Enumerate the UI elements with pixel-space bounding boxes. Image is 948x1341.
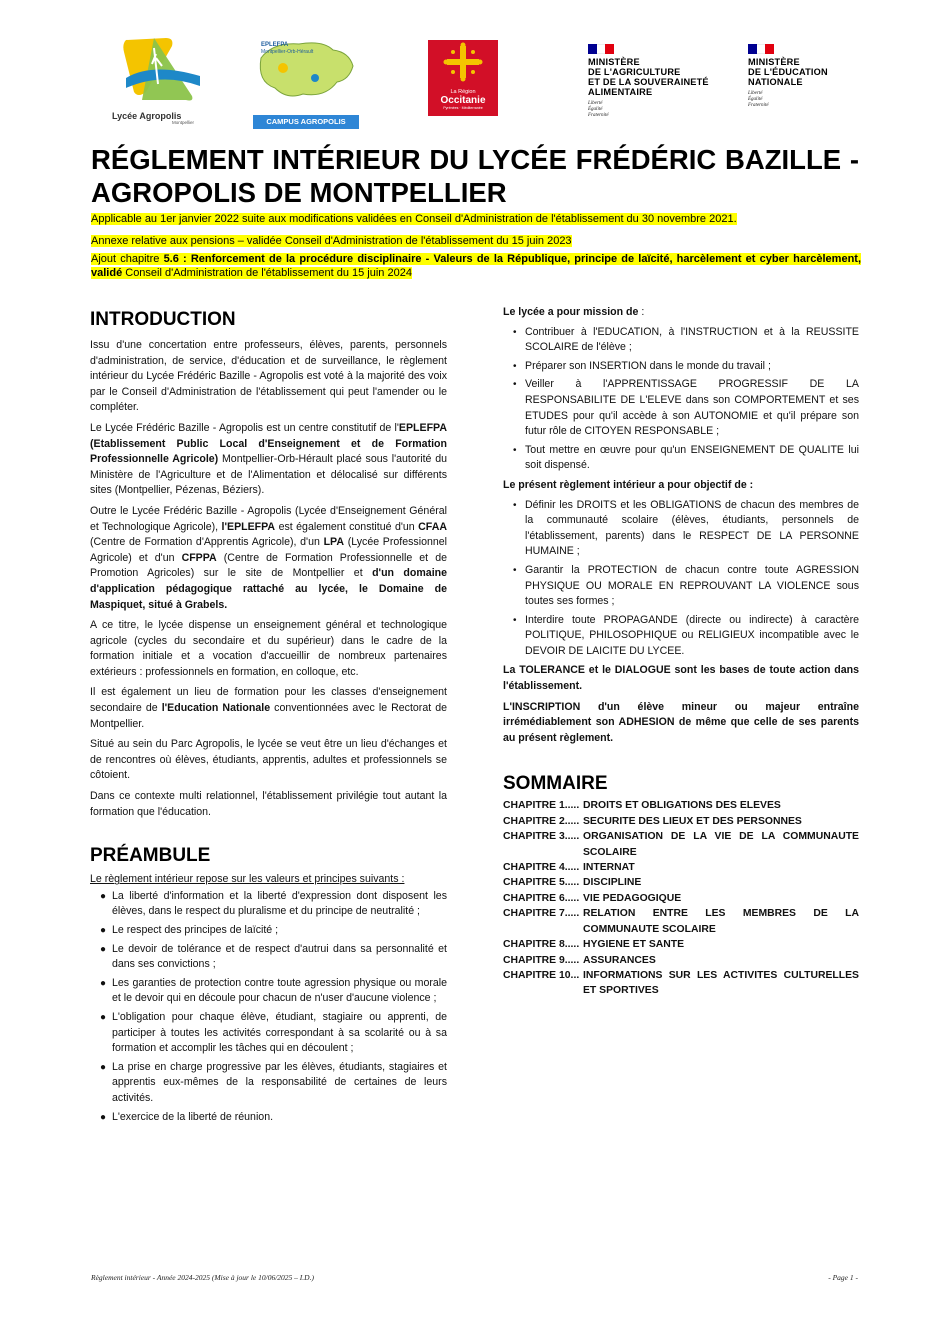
table-of-contents xyxy=(503,798,859,998)
bullet-icon: ● xyxy=(100,943,107,955)
list-item-text: Garantir la PROTECTION de chacun contre toute AGRESSION PHYSIQUE OU MORALE EN REPROUVANT LA VIOLENCE sous toutes ses formes ; xyxy=(525,563,859,608)
bullet-icon: ● xyxy=(100,977,107,989)
toc-row[interactable] xyxy=(503,798,859,813)
intro-paragraph-6: Situé au sein du Parc Agropolis, le lycée se veut être un lieu d'échanges et de rencontres où élèves, étudiants, apprentis, adultes et professionnels se côtoient. xyxy=(90,738,447,782)
toc-row[interactable] xyxy=(503,968,859,999)
toc-chapter-number: CHAPITRE 5..... xyxy=(503,877,580,889)
note-chapter-prefix: Ajout chapitre xyxy=(91,253,164,265)
list-item-text: Le respect des principes de laïcité ; xyxy=(112,924,279,936)
mission-lead xyxy=(503,305,859,321)
toc-chapter-number: CHAPITRE 7..... xyxy=(503,908,580,920)
eplefpa-logo-subtext: Montpellier-Orb-Hérault xyxy=(261,49,314,55)
occitan-cross-icon xyxy=(428,40,498,82)
list-item xyxy=(90,942,447,973)
agropolis-logo-text: Lycée Agropolis xyxy=(112,111,182,121)
mission-lead-suffix: : xyxy=(638,306,645,318)
ministry-agriculture-name xyxy=(588,57,753,97)
bullet-icon: ● xyxy=(100,890,107,902)
intro-p3-j: d'un domaine d'application pédagogique rattaché au lycée, le Domaine de Maspiquet, situé à Grabels. xyxy=(90,567,447,611)
toc-row[interactable] xyxy=(503,814,859,829)
eplefpa-logo-text: EPLEFPA xyxy=(261,42,289,48)
list-item xyxy=(90,1110,447,1126)
flag-red xyxy=(765,44,774,54)
objective-lead xyxy=(503,478,859,494)
intro-p3-e: (Centre de Formation d'Apprentis Agricole), d'un xyxy=(90,536,324,549)
preambule-lead: Le règlement intérieur repose sur les valeurs et principes suivants : xyxy=(90,873,405,886)
republic-motto xyxy=(748,91,868,109)
list-item-text: Interdire toute PROPAGANDE (directe ou indirecte) à caractère POLITIQUE, PHILOSOPHIQUE ou RELIGIEUX incompatible avec le DEVOIR DE LAICITE DU LYCEE. xyxy=(525,613,859,657)
bullet-icon: ● xyxy=(100,925,107,936)
list-item xyxy=(90,889,447,920)
toc-chapter-title: DISCIPLINE xyxy=(583,877,642,889)
list-item-text: L'obligation pour chaque élève, étudiant, stagiaire ou apprenti, de participer à toutes les activités correspondant à sa scolarité ou à sa formation et accomplir les tâches qui en découlent ; xyxy=(112,1010,447,1055)
bullet-icon: • xyxy=(513,444,517,456)
ministry-edu-line-3: NATIONALE xyxy=(748,77,803,87)
toc-chapter-number: CHAPITRE 3..... xyxy=(503,831,580,843)
list-item-text: Tout mettre en œuvre pour qu'un ENSEIGNEMENT DE QUALITE lui soit dispensé. xyxy=(525,443,859,472)
objective-lead-text: Le présent règlement intérieur a pour objectif de : xyxy=(503,478,754,491)
intro-paragraph-2 xyxy=(90,421,447,499)
motto-line-3: Fraternité xyxy=(748,103,769,108)
ministry-education-name xyxy=(748,57,868,87)
preambule-heading: PRÉAMBULE xyxy=(90,845,211,867)
note-applicable-text: Applicable au 1er janvier 2022 suite aux modifications validées en Conseil d'Administration de l'établissement du 30 novembre 2021. xyxy=(91,213,737,225)
list-item-text: Définir les DROITS et les OBLIGATIONS de chacun des membres de la communauté scolaire (élèves, étudiants, personnels de l'établissement, parents) dans le RESPECT DE LA PERSONNE HUMAINE ; xyxy=(525,498,859,558)
intro-p2-a: Le Lycée Frédéric Bazille - Agropolis est un centre constitutif de l' xyxy=(90,421,399,434)
left-column xyxy=(90,308,447,1129)
intro-p3-h: CFPPA xyxy=(181,551,217,564)
region-logo-sub: Pyrénées · Méditerranée xyxy=(443,106,483,110)
note-chapter-add xyxy=(91,252,861,280)
intro-paragraph-7: Dans ce contexte multi relationnel, l'établissement privilégie tout autant la formation que l'éducation. xyxy=(90,790,447,818)
bullet-icon: • xyxy=(513,379,517,391)
toc-chapter-title: HYGIENE ET SANTE xyxy=(583,939,685,951)
intro-p5-c: conventionnées avec le Rectorat de Montpellier. xyxy=(90,702,447,730)
motto-line-3: Fraternité xyxy=(588,113,609,118)
list-item-text: Le devoir de tolérance et de respect d'autrui dans sa personnalité et dans ses convictions ; xyxy=(112,942,447,971)
region-logo-top: La Région xyxy=(450,89,476,95)
list-item xyxy=(503,613,859,660)
list-item-text: La prise en charge progressive par les élèves, étudiants, stagiaires et apprentis eux-mêmes de la responsabilité de certaines de leurs activités. xyxy=(112,1060,447,1104)
list-item-text: Contribuer à l'EDUCATION, à l'INSTRUCTION et à la REUSSITE SCOLAIRE de l'élève ; xyxy=(525,325,859,354)
list-item xyxy=(90,923,447,939)
note-chapter-suffix: Conseil d'Administration de l'établissement du 15 juin 2024 xyxy=(122,267,412,279)
note-annexe xyxy=(91,234,572,248)
toc-chapter-number: CHAPITRE 4..... xyxy=(503,862,580,874)
intro-p5-a: Il est également un lieu de formation pour les classes d'enseignement secondaire de xyxy=(90,686,447,715)
tolerance-text: La TOLERANCE et le DIALOGUE sont les bases de toute action dans l'établissement. xyxy=(503,664,859,693)
list-item xyxy=(503,325,859,356)
bullet-icon: ● xyxy=(100,1011,107,1023)
toc-row[interactable] xyxy=(503,906,859,937)
ministry-agriculture-logo xyxy=(588,44,753,124)
list-item xyxy=(503,443,859,474)
agropolis-mark-icon xyxy=(112,34,207,104)
flag-white xyxy=(757,44,766,54)
tolerance-statement xyxy=(503,663,859,694)
agropolis-logo-subtext: Montpellier xyxy=(172,120,195,125)
bullet-icon: • xyxy=(513,499,517,511)
intro-paragraph-4: A ce titre, le lycée dispense un enseignement général et technologique agricole (cycles du secondaire et du supérieur) dans le cadre de la formation initiale et a vocation d'accueillir de nombreux partenaires extérieurs : professionnels en formation, en colloque, etc. xyxy=(90,619,447,678)
toc-row[interactable] xyxy=(503,891,859,906)
toc-chapter-title: RELATION ENTRE LES MEMBRES DE LA COMMUNAUTE SCOLAIRE xyxy=(583,908,859,935)
toc-chapter-title: INTERNAT xyxy=(583,862,635,874)
intro-p5-b: l'Education Nationale xyxy=(161,702,271,715)
toc-chapter-number: CHAPITRE 9..... xyxy=(503,954,580,966)
intro-p3-b: l'EPLEFPA xyxy=(221,520,276,533)
ministry-agri-line-2: DE L'AGRICULTURE xyxy=(588,67,681,77)
republic-motto xyxy=(588,101,753,119)
region-occitanie-logo xyxy=(428,40,498,116)
toc-chapter-number: CHAPITRE 1..... xyxy=(503,800,580,812)
bullet-icon: • xyxy=(513,614,517,626)
bullet-icon: • xyxy=(513,564,517,576)
motto-line-2: Égalité xyxy=(588,107,603,112)
french-flag-icon xyxy=(748,44,774,54)
list-item-text: Préparer son INSERTION dans le monde du travail ; xyxy=(525,359,771,372)
toc-chapter-title: INFORMATIONS SUR LES ACTIVITES CULTURELLES ET SPORTIVES xyxy=(583,969,859,997)
introduction-heading: INTRODUCTION xyxy=(90,309,236,330)
list-item xyxy=(503,359,859,375)
inscription-text: L'INSCRIPTION d'un élève mineur ou majeur entraîne irrémédiablement son ADHESION de même que celle de ses parents au présent règlement. xyxy=(503,700,859,744)
objective-list xyxy=(503,498,859,660)
note-chapter-bold: 5.6 : Renforcement de la procédure disciplinaire - Valeurs de la République, principe de laïcité, harcèlement et cyber harcèlement, validé xyxy=(91,253,862,279)
toc-chapter-title: SECURITE DES LIEUX ET DES PERSONNES xyxy=(583,815,802,827)
bullet-icon: ● xyxy=(100,1061,107,1073)
toc-chapter-number: CHAPITRE 8..... xyxy=(503,939,580,951)
toc-row[interactable] xyxy=(503,875,859,890)
flag-red xyxy=(605,44,614,54)
intro-p2-c: Montpellier-Orb-Hérault placé sous l'autorité du Ministère de l'Agriculture et de l'Alimentation et délocalisé sur différents sites (Montpellier, Pézenas, Béziers). xyxy=(90,453,447,497)
toc-chapter-title: ORGANISATION DE LA VIE DE LA COMMUNAUTE SCOLAIRE xyxy=(583,831,859,858)
list-item xyxy=(503,498,859,560)
intro-p3-a: Outre le Lycée Frédéric Bazille - Agropolis (Lycée d'Enseignement Général et Technologique Agricole), xyxy=(90,504,447,533)
right-column xyxy=(503,305,859,999)
campus-banner: CAMPUS AGROPOLIS xyxy=(253,115,359,129)
flag-blue xyxy=(588,44,597,54)
french-flag-icon xyxy=(588,44,614,54)
list-item xyxy=(90,976,447,1007)
ministry-agri-line-4: ALIMENTAIRE xyxy=(588,87,653,97)
inscription-statement xyxy=(503,700,859,747)
ministry-education-logo xyxy=(748,44,868,124)
footer-document-info: Règlement intérieur - Année 2024-2025 (Mise à jour le 10/06/2025 – I.D.) xyxy=(91,1273,314,1282)
intro-p3-i: (Centre de Formation Professionnelle et de Promotion Agricoles) sur le site de Montpellier et xyxy=(90,551,447,580)
flag-blue xyxy=(748,44,757,54)
toc-chapter-number: CHAPITRE 2..... xyxy=(503,815,580,827)
mission-lead-text: Le lycée a pour mission de xyxy=(503,306,639,318)
toc-chapter-number: CHAPITRE 6..... xyxy=(503,892,580,904)
mission-list xyxy=(503,325,859,474)
toc-row[interactable] xyxy=(503,937,859,952)
ministry-agri-line-1: MINISTÈRE xyxy=(588,57,640,67)
intro-p3-g: (Lycée Professionnel Agricole) et d'un xyxy=(90,536,447,564)
intro-p3-d: CFAA xyxy=(418,520,447,533)
toc-chapter-title: VIE PEDAGOGIQUE xyxy=(583,892,682,904)
campus-agropolis-logo xyxy=(253,38,361,128)
bullet-icon: ● xyxy=(100,1111,107,1123)
note-applicable xyxy=(91,212,737,226)
preambule-list xyxy=(90,889,447,1125)
intro-p3-c: est également constitué d'un xyxy=(275,520,419,533)
document-title: RÉGLEMENT INTÉRIEUR DU LYCÉE FRÉDÉRIC BAZILLE - AGROPOLIS DE MONTPELLIER xyxy=(91,144,859,208)
sommaire-heading: SOMMAIRE xyxy=(503,773,608,795)
list-item-text: La liberté d'information et la liberté d'expression dont disposent les élèves, dans le respect du pluralisme et du principe de neutralité ; xyxy=(112,889,447,918)
toc-row[interactable] xyxy=(503,860,859,875)
list-item xyxy=(90,1060,447,1107)
region-logo-name: Occitanie xyxy=(440,95,486,106)
intro-p2-bold: EPLEFPA (Etablissement Public Local d'Enseignement et de Formation Professionnelle Agricole) xyxy=(90,421,447,466)
toc-row[interactable] xyxy=(503,829,859,860)
toc-chapter-number: CHAPITRE 10... xyxy=(503,969,580,981)
bullet-icon: • xyxy=(513,326,517,338)
toc-row[interactable] xyxy=(503,953,859,968)
footer-page-number: - Page 1 - xyxy=(828,1273,858,1282)
list-item-text: Veiller à l'APPRENTISSAGE PROGRESSIF DE LA RESPONSABILITE DE L'ELEVE dans son COMPORTEMENT et ses ETUDES pour qu'il accède à son AUTONOMIE et qu'il prépare son futur rôle de CITOYEN RESPONSABLE ; xyxy=(525,378,859,438)
ministry-edu-line-1: MINISTÈRE xyxy=(748,57,800,67)
motto-line-1: Liberté xyxy=(588,101,603,106)
list-item xyxy=(503,377,859,439)
ministry-edu-line-2: DE L'ÉDUCATION xyxy=(748,67,828,77)
motto-line-1: Liberté xyxy=(748,91,763,96)
list-item-text: L'exercice de la liberté de réunion. xyxy=(112,1110,274,1123)
bullet-icon: • xyxy=(513,360,517,372)
note-annexe-text: Annexe relative aux pensions – validée Conseil d'Administration de l'établissement du 15 juin 2023 xyxy=(91,235,572,247)
intro-p3-f: LPA xyxy=(323,536,344,549)
intro-paragraph-5 xyxy=(90,685,447,732)
intro-paragraph-3 xyxy=(90,504,447,613)
motto-line-2: Égalité xyxy=(748,97,763,102)
list-item xyxy=(503,563,859,610)
intro-paragraph-1: Issu d'une concertation entre professeurs, élèves, parents, personnels d'administration, de service, d'éducation et de surveillance, le règlement intérieur du Lycée Frédéric Bazille - Agropolis est voté à la majorité des voix par le Conseil d'Administration de l'établissement qui peut l'amender ou le compléter. xyxy=(90,339,447,414)
flag-white xyxy=(597,44,606,54)
list-item-text: Les garanties de protection contre toute agression physique ou morale et le devoir qui en découle pour chacun de n'user d'aucune violence ; xyxy=(112,976,447,1005)
ministry-agri-line-3: ET DE LA SOUVERAINETÉ xyxy=(588,77,709,87)
lycee-agropolis-logo xyxy=(112,34,207,124)
toc-chapter-title: DROITS ET OBLIGATIONS DES ELEVES xyxy=(583,800,781,812)
list-item xyxy=(90,1010,447,1057)
toc-chapter-title: ASSURANCES xyxy=(583,954,656,966)
